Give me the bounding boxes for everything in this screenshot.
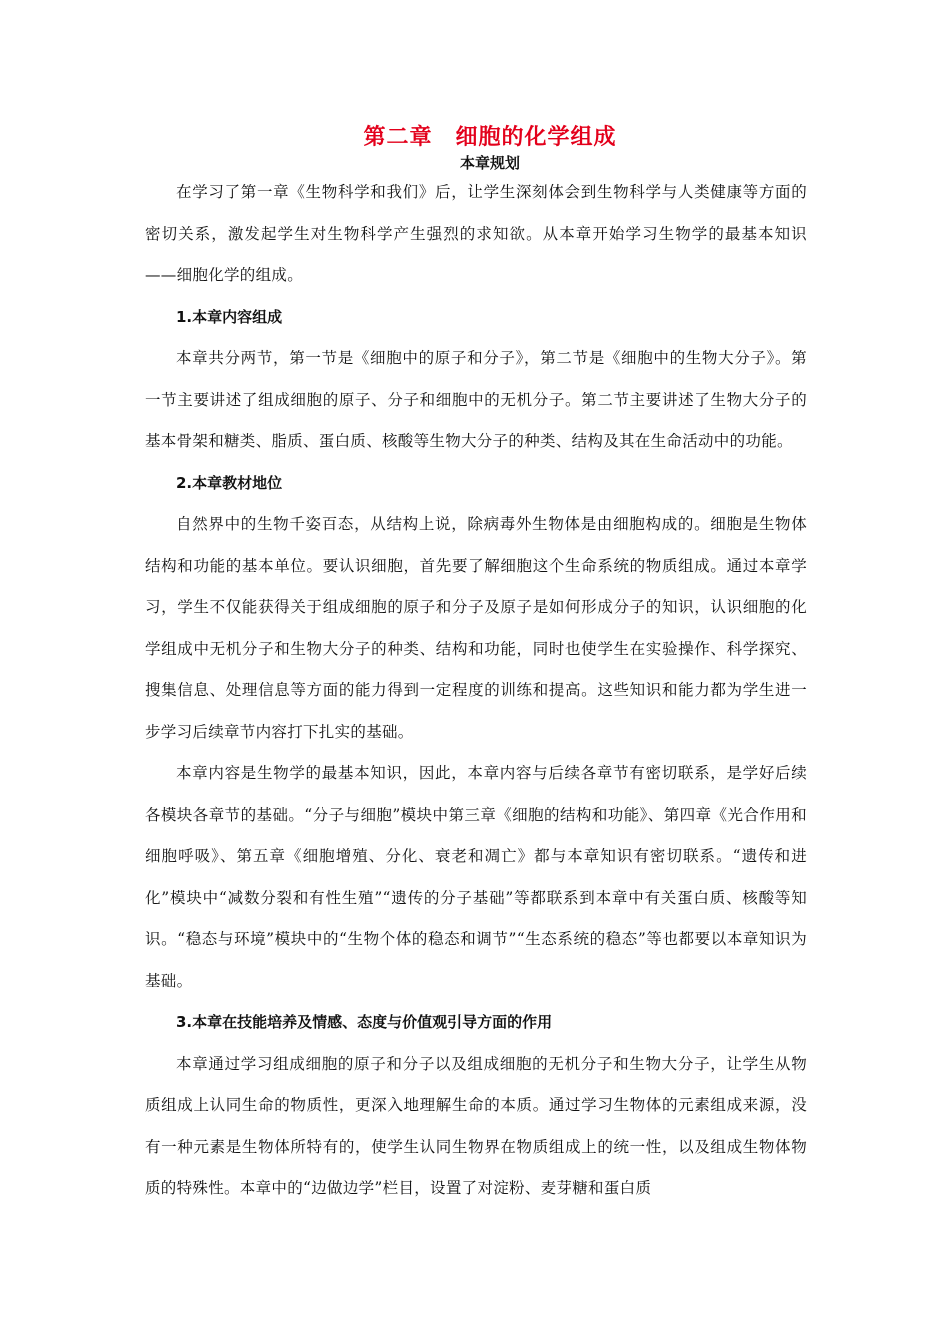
section-3-paragraph: 本章通过学习组成细胞的原子和分子以及组成细胞的无机分子和生物大分子，让学生从物质组成上认同生命的物质性，更深入地理解生命的本质。通过学习生物体的元素组成来源，没有一种元素是生物体所特有的，使学生认同生物界在物质组成上的统一性，以及组成生物体物质的特殊性。本章中的“边做边学”栏目，设置了对淀粉、麦芽糖和蛋白质 [145, 1054, 807, 1197]
section-2-paragraph-2: 本章内容是生物学的最基本知识，因此，本章内容与后续各章节有密切联系，是学好后续各模块各章节的基础。“分子与细胞”模块中第三章《细胞的结构和功能》、第四章《光合作用和细胞呼吸》、第五章《细胞增殖、分化、衰老和凋亡》都与本章知识有密切联系。“遗传和进化”模块中“减数分裂和有性生殖”“遗传的分子基础”等都联系到本章中有关蛋白质、核酸等知识。“稳态与环境”模块中的“生物个体的稳态和调节”“生态系统的稳态”等也都要以本章知识为基础。 [145, 764, 807, 990]
section-heading-skills: 3.本章在技能培养及情感、态度与价值观引导方面的作用 [176, 1013, 553, 1031]
section-heading-position: 2.本章教材地位 [176, 473, 283, 492]
chapter-title: 第二章 细胞的化学组成 [363, 125, 617, 150]
intro-paragraph: 在学习了第一章《生物科学和我们》后，让学生深刻体会到生物科学与人类健康等方面的密切关系，激发起学生对生物科学产生强烈的求知欲。从本章开始学习生物学的最基本知识——细胞化学的组成。 [145, 183, 807, 284]
chapter-subtitle: 本章规划 [459, 154, 520, 172]
section-1-paragraph: 本章共分两节，第一节是《细胞中的原子和分子》，第二节是《细胞中的生物大分子》。第一节主要讲述了组成细胞的原子、分子和细胞中的无机分子。第二节主要讲述了生物大分子的基本骨架和糖类、脂质、蛋白质、核酸等生物大分子的种类、结构及其在生命活动中的功能。 [145, 349, 807, 450]
section-2-paragraph-1: 自然界中的生物千姿百态，从结构上说，除病毒外生物体是由细胞构成的。细胞是生物体结构和功能的基本单位。要认识细胞，首先要了解细胞这个生命系统的物质组成。通过本章学习，学生不仅能获得关于组成细胞的原子和分子及原子是如何形成分子的知识，认识细胞的化学组成中无机分子和生物大分子的种类、结构和功能，同时也使学生在实验操作、科学探究、搜集信息、处理信息等方面的能力得到一定程度的训练和提高。这些知识和能力都为学生进一步学习后续章节内容打下扎实的基础。 [145, 515, 807, 741]
document-body [145, 172, 807, 1210]
section-heading-content: 1.本章内容组成 [176, 307, 283, 326]
